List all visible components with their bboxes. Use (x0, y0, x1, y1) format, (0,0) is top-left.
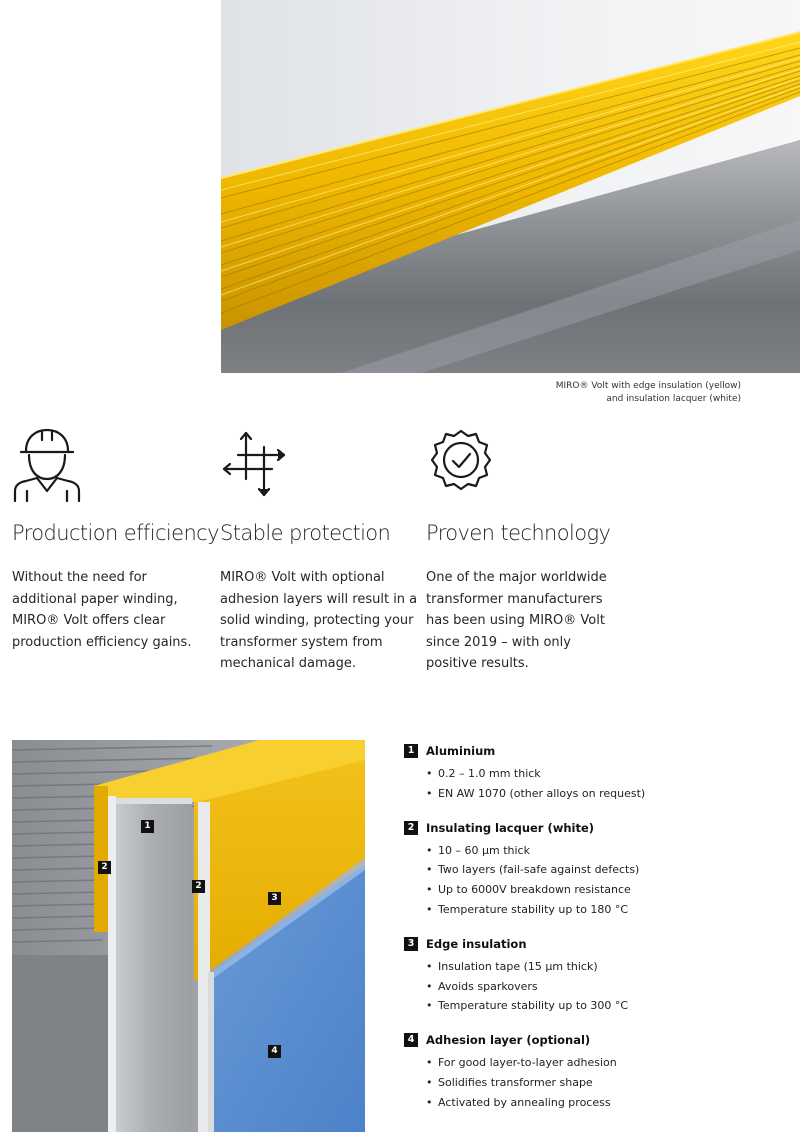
spec-item: • EN AW 1070 (other alloys on request) (426, 784, 784, 804)
worker-helmet-icon (12, 425, 82, 503)
spec-item: • Activated by annealing process (426, 1093, 784, 1113)
feature-text: One of the major worldwide transformer manufacturers has been using MIRO® Volt since 2019 – with only positive results. (426, 570, 607, 671)
spec-item: • Two layers (fail-safe against defects) (426, 860, 784, 880)
feature-text: MIRO® Volt with optional adhesion layers will result in a solid winding, protecting your transformer system from mechanical damage. (220, 570, 418, 671)
diagram-tag-3: 3 (268, 892, 281, 905)
arrows-cross-icon (220, 425, 290, 503)
cross-section-illustration (12, 740, 365, 1132)
feature-stable-protection (220, 425, 420, 675)
spec-number: 1 (404, 744, 418, 758)
spec-aluminium (404, 744, 784, 804)
feature-production-efficiency (12, 425, 219, 653)
spec-number: 4 (404, 1033, 418, 1047)
spec-item: • Up to 6000V breakdown resistance (426, 880, 784, 900)
diagram-tag-1: 1 (141, 820, 154, 833)
spec-number: 2 (404, 821, 418, 835)
spec-item: • Temperature stability up to 300 °C (426, 996, 784, 1016)
spec-item: • 0.2 – 1.0 mm thick (426, 764, 784, 784)
spec-item: • Solidifies transformer shape (426, 1073, 784, 1093)
feature-text: Without the need for additional paper winding, MIRO® Volt offers clear production efficiency gains. (12, 570, 192, 650)
certified-seal-icon (426, 425, 496, 503)
spec-number: 3 (404, 937, 418, 951)
spec-item: • 10 – 60 µm thick (426, 841, 784, 861)
cross-section-diagram (12, 740, 365, 1132)
diagram-tag-2-left: 2 (98, 861, 111, 874)
feature-title: Stable protection (220, 521, 391, 545)
spec-edge-insulation (404, 937, 784, 1016)
hero-caption (556, 380, 741, 406)
diagram-tag-4: 4 (268, 1045, 281, 1058)
spec-item: • Avoids sparkovers (426, 977, 784, 997)
spec-item: • For good layer-to-layer adhesion (426, 1053, 784, 1073)
feature-proven-technology (426, 425, 626, 675)
feature-title: Production efficiency (12, 521, 219, 545)
spec-title: Aluminium (426, 744, 496, 758)
spec-insulating-lacquer (404, 821, 784, 920)
spec-title: Edge insulation (426, 936, 527, 951)
hero-photo (221, 0, 800, 373)
caption-line-1: MIRO® Volt with edge insulation (yellow) (555, 381, 741, 391)
spec-adhesion-layer (404, 1033, 784, 1112)
spec-list (404, 744, 784, 1130)
caption-line-2: and insulation lacquer (white) (606, 394, 741, 404)
spec-item: • Insulation tape (15 µm thick) (426, 957, 784, 977)
spec-title: Insulating lacquer (white) (426, 820, 595, 835)
spec-item: • Temperature stability up to 180 °C (426, 900, 784, 920)
feature-title: Proven technology (426, 521, 611, 545)
diagram-tag-2-right: 2 (192, 880, 205, 893)
spec-title: Adhesion layer (optional) (426, 1033, 591, 1048)
yellow-edge-foil-photo (221, 0, 800, 373)
